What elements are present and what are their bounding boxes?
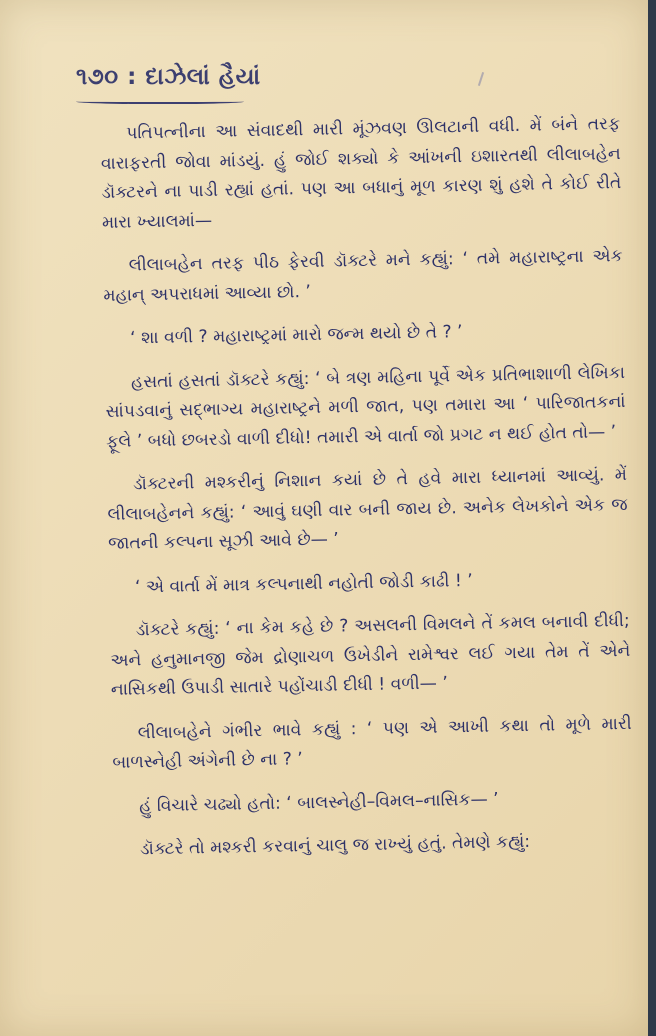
page-number: ૧૭૦ [76, 64, 119, 90]
paragraph: લીલાબહેન તરફ પીઠ ફેરવી ડૉક્ટરે મને કહ્યું: ‘ તમે મહારાષ્ટ્રના એક મહાન્ અપરાધમાં આવ્યા છો. ’ [103, 245, 623, 306]
paragraph: લીલાબહેને ગંભીર ભાવે કહ્યું : ‘ પણ એ આખી કથા તો મૂળે મારી બાળસ્નેહી અંગેની છે ના ? ’ [112, 713, 632, 773]
paragraph: હું વિચારે ચઢ્યો હતો: ‘ બાલસ્નેહી–વિમલ–નાસિક— ’ [138, 788, 499, 816]
paragraph: ડૉક્ટરની મશ્કરીનું નિશાન કયાં છે તે હવે મારા ધ્યાનમાં આવ્યું. મેં લીલાબહેનને કહ્યું: ‘ આવું ઘણી વાર બની જાય છે. અનેક લેખકોને એક જ જાતની કલ્પના સૂઝી આવે છે— ’ [107, 464, 628, 554]
paragraph: ડૉક્ટરે તો મશ્કરી કરવાનું ચાલુ જ રાખ્યું હતું. તેમણે કહ્યું: [139, 831, 531, 860]
paragraph: ‘ એ વાર્તા મેં માત્ર કલ્પનાથી નહોતી જોડી કાઢી ! ’ [134, 570, 473, 597]
paragraph: ‘ શા વળી ? મહારાષ્ટ્રમાં મારો જન્મ થયો છે તે ? ’ [130, 322, 463, 349]
paragraph: ડૉક્ટરે કહ્યું: ‘ ના કેમ કહે છે ? અસલની વિમલને તેં કમલ બનાવી દીધી; અને હનુમાનજી જેમ દ્રોણાચળ ઉખેડીને રામેશ્વર લઈ ગયા તેમ તેં એને નાસિકથી ઉપાડી સાતારે પહોંચાડી દીધી ! વળી— ’ [110, 610, 631, 700]
ink-mark [478, 72, 484, 86]
paragraph: હસતાં હસતાં ડૉક્ટરે કહ્યું: ‘ બે ત્રણ મહિના પૂર્વે એક પ્રતિભાશાળી લેખિકા સાંપડવાનું સદ્ભાગ્ય મહારાષ્ટ્રને મળી જાત, પણ તમારા આ ‘ પારિજાતકનાં ફૂલે ’ બધો છબરડો વાળી દીધો! તમારી એ વાર્તા જો પ્રગટ ન થઈ હોત તો— ’ [105, 362, 626, 452]
paragraph: પતિપત્નીના આ સંવાદથી મારી મૂંઝવણ ઊલટાની વધી. મેં બંને તરફ વારાફરતી જોવા માંડયું. હું જોઈ શક્યો કે આંખની ઇશારતથી લીલાબહેન ડૉક્ટરને ના પાડી રહ્યાં હતાં. પણ આ બધાનું મૂળ કારણ શું હશે તે કોઈ રીતે મારા ખ્યાલમાં— [100, 114, 622, 233]
header-separator: : [127, 64, 137, 90]
header-wavy-underline [76, 98, 244, 104]
body-text [100, 110, 634, 879]
page-header [76, 64, 261, 90]
running-title: દાઝેલાં હૈયાં [145, 64, 261, 90]
